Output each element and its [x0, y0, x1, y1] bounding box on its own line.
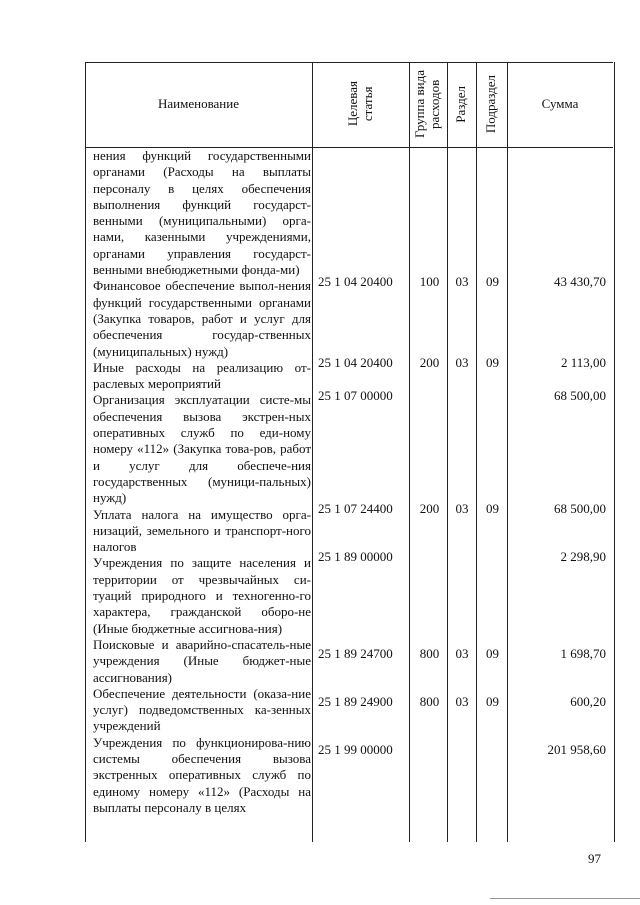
header-name: [85, 62, 312, 146]
column-divider: [409, 62, 410, 842]
entry-section: 03: [455, 694, 469, 709]
header-section: [447, 62, 476, 146]
entry-code: 25 1 04 20400: [318, 355, 393, 370]
entry-sum: 600,20: [570, 694, 606, 709]
entry-section: 03: [455, 355, 469, 370]
entry-code: 25 1 99 00000: [318, 742, 393, 757]
entry-subsection: 09: [486, 355, 499, 370]
entry-name: Поисковые и аварийно-спасатель-ные учреждения (Иные бюджет-ные ассигнования): [93, 636, 311, 685]
entry-subsection: 09: [486, 646, 499, 661]
entry-code: 25 1 07 00000: [318, 388, 393, 403]
entry-code: 25 1 89 00000: [318, 549, 393, 564]
column-divider: [476, 62, 477, 842]
entry-sum: 68 500,00: [554, 501, 606, 516]
entry-subsection: 09: [486, 274, 499, 289]
entry-group: 200: [419, 355, 440, 370]
entry-sum: 43 430,70: [554, 274, 606, 289]
header-group-text: Группа вида расходов: [412, 70, 442, 138]
header-subsection-text: Подраздел: [483, 74, 499, 134]
entry-name: нения функций государственными органами (Расходы на выплаты персоналу в целях обеспечения выполнения функций государст-венными (муниципальными) орга-нами, казенными учреждениями, органами управления государст-венными внебюджетными фонда-ми): [93, 148, 311, 278]
entry-code: 25 1 89 24700: [318, 646, 393, 661]
entry-group: 100: [419, 274, 440, 289]
footer-divider: [490, 898, 640, 899]
header-sum-text: Сумма: [541, 96, 579, 111]
entry-subsection: 09: [486, 694, 499, 709]
entry-sum: 1 698,70: [560, 646, 606, 661]
entry-name: Уплата налога на имущество орга-низаций, земельного и транспорт-ного налогов: [93, 506, 311, 555]
entry-sum: 68 500,00: [554, 388, 606, 403]
page-number: 97: [588, 851, 601, 866]
entry-group: 200: [419, 501, 440, 516]
header-group: [409, 62, 447, 146]
header-sum: [507, 62, 613, 146]
entry-section: 03: [455, 274, 469, 289]
entry-name: Обеспечение деятельности (оказа-ние услуг) подведомственных ка-зенных учреждений: [93, 685, 311, 734]
entry-code: 25 1 04 20400: [318, 274, 393, 289]
entry-sum: 201 958,60: [547, 742, 606, 757]
column-divider: [447, 62, 448, 842]
header-name-text: Наименование: [158, 96, 239, 111]
names-column: [93, 148, 311, 816]
entry-name: Учреждения по функционирова-нию системы обеспечения вызова экстренных оперативных служб по единому номеру «112» (Расходы на выплаты персоналу в целях: [93, 734, 311, 815]
entry-name: Организация эксплуатации систе-мы обеспечения вызова экстрен-ных оперативных служб по еди-ному номеру «112» (Закупка това-ров, работ и услуг для обеспече-ния государственных (муници-пальных) нужд): [93, 392, 311, 506]
column-divider: [507, 62, 508, 842]
column-divider: [312, 62, 313, 842]
entry-code: 25 1 89 24900: [318, 694, 393, 709]
entry-name: Учреждения по защите населения и территории от чрезвычайных си-туаций природного и техногенно-го характера, гражданской оборо-не (Иные бюджетные ассигнова-ния): [93, 555, 311, 636]
header-section-text: Раздел: [453, 85, 469, 123]
header-subsection: [476, 62, 507, 146]
entry-section: 03: [455, 501, 469, 516]
entry-name: Иные расходы на реализацию от-раслевых мероприятий: [93, 359, 311, 392]
header-code: [312, 62, 409, 146]
entry-sum: 2 298,90: [560, 549, 606, 564]
entry-group: 800: [419, 646, 440, 661]
entry-code: 25 1 07 24400: [318, 501, 393, 516]
header-code-text: Целевая статья: [344, 81, 375, 127]
entry-sum: 2 113,00: [560, 355, 606, 370]
entry-subsection: 09: [486, 501, 499, 516]
entry-name: Финансовое обеспечение выпол-нения функций государственными органами (Закупка товаров, работ и услуг для обеспечения государ-ственных (муниципальных) нужд): [93, 278, 311, 359]
entry-group: 800: [419, 694, 440, 709]
entry-section: 03: [455, 646, 469, 661]
